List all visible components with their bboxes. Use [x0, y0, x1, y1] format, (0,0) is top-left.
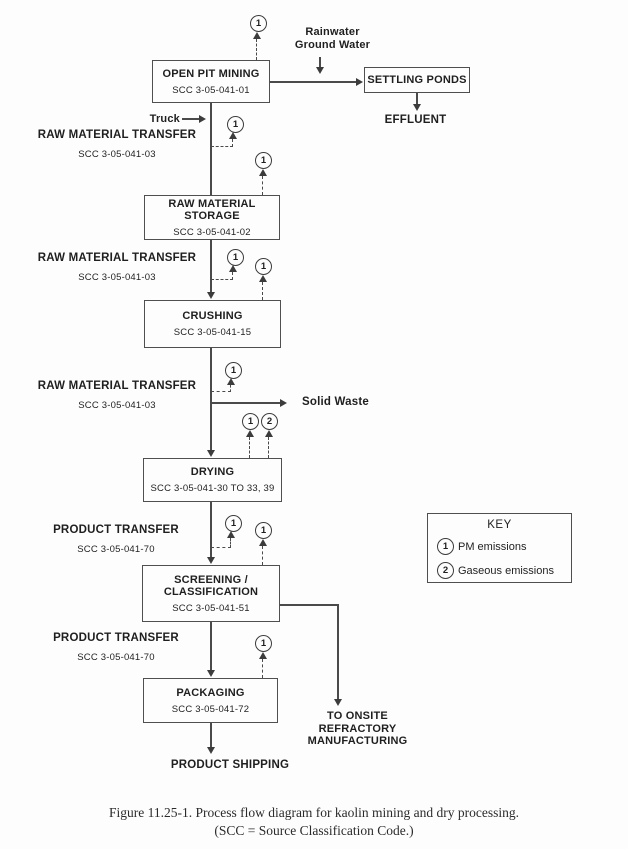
truck-label: Truck — [149, 113, 180, 125]
arrowhead-up-icon — [265, 430, 273, 437]
box-title: CRUSHING — [182, 310, 243, 322]
pm-emission-marker: 1 — [225, 515, 242, 532]
figure-caption-line1: Figure 11.25-1. Process flow diagram for kaolin mining and dry processing. — [108, 805, 520, 820]
emission-dashed-line — [262, 546, 263, 565]
emission-dashed-line — [211, 146, 233, 147]
solid-waste-label: Solid Waste — [302, 396, 369, 408]
flow-line — [210, 502, 212, 558]
box-title: RAW MATERIAL STORAGE — [168, 197, 256, 222]
box-packaging — [143, 678, 278, 723]
key-item-pm: 1 PM emissions — [437, 538, 571, 555]
arrowhead-down-icon — [207, 557, 215, 564]
arrowhead-down-icon — [316, 67, 324, 74]
label-product-transfer-1: PRODUCT TRANSFER SCC 3-05-041-70 — [53, 524, 179, 555]
box-title: SCREENING / — [174, 573, 248, 586]
box-open-pit-mining — [152, 60, 270, 103]
pm-emission-marker: 1 — [227, 249, 244, 266]
box-scc-code: SCC 3-05-041-15 — [173, 327, 252, 338]
arrowhead-up-icon — [259, 275, 267, 282]
arrowhead-right-icon — [199, 115, 206, 123]
key-legend — [427, 513, 572, 583]
arrowhead-up-icon — [227, 378, 235, 385]
box-raw-material-storage — [144, 195, 280, 240]
arrowhead-down-icon — [207, 292, 215, 299]
arrowhead-down-icon — [207, 670, 215, 677]
box-drying — [143, 458, 282, 502]
arrowhead-right-icon — [280, 399, 287, 407]
arrowhead-down-icon — [413, 104, 421, 111]
box-screening-classification — [142, 565, 280, 622]
flow-line — [210, 103, 212, 195]
box-title: PACKAGING — [176, 686, 245, 699]
arrowhead-up-icon — [246, 430, 254, 437]
key-item-gaseous: 2 Gaseous emissions — [437, 562, 571, 579]
flow-line — [337, 604, 339, 700]
figure-caption-line2: (SCC = Source Classification Code.) — [214, 823, 414, 838]
pm-emission-marker: 1 — [255, 635, 272, 652]
pm-emission-marker: 1 — [227, 116, 244, 133]
box-scc-code: SCC 3-05-041-02 — [173, 226, 251, 238]
emission-dashed-line — [262, 282, 263, 300]
gaseous-emission-marker: 2 — [261, 413, 278, 430]
flow-line — [280, 604, 338, 606]
pm-emission-marker: 1 — [255, 152, 272, 169]
box-title: DRYING — [190, 466, 235, 478]
box-title: OPEN PIT MINING — [162, 67, 260, 80]
flow-line — [210, 622, 212, 671]
arrowhead-right-icon — [356, 78, 363, 86]
emission-dashed-line — [211, 279, 233, 280]
pm-emission-marker: 1 — [255, 522, 272, 539]
emission-dashed-line — [262, 659, 263, 678]
flow-line — [270, 81, 356, 83]
emission-dashed-line — [249, 437, 250, 458]
flow-line — [211, 402, 281, 404]
label-raw-material-transfer-2: RAW MATERIAL TRANSFER SCC 3-05-041-03 — [37, 252, 197, 283]
emission-dashed-line — [268, 437, 269, 458]
emission-dashed-line — [256, 39, 257, 60]
box-scc-code: SCC 3-05-041-51 — [172, 602, 250, 614]
label-raw-material-transfer-3: RAW MATERIAL TRANSFER SCC 3-05-041-03 — [37, 380, 197, 411]
emission-dashed-line — [230, 385, 231, 392]
emission-dashed-line — [262, 176, 263, 195]
arrowhead-down-icon — [207, 450, 215, 457]
box-settling-ponds — [364, 67, 470, 93]
key-title: KEY — [487, 519, 512, 531]
arrowhead-down-icon — [334, 699, 342, 706]
arrowhead-up-icon — [229, 132, 237, 139]
emission-dashed-line — [232, 272, 233, 280]
flow-line — [210, 723, 212, 748]
label-product-transfer-2: PRODUCT TRANSFER SCC 3-05-041-70 — [53, 632, 179, 663]
arrowhead-up-icon — [229, 265, 237, 272]
flow-line — [182, 118, 200, 120]
emission-dashed-line — [211, 391, 231, 392]
arrowhead-down-icon — [207, 747, 215, 754]
label-raw-material-transfer-1: RAW MATERIAL TRANSFER SCC 3-05-041-03 — [37, 129, 197, 160]
pm-emission-marker: 1 — [225, 362, 242, 379]
figure-caption — [0, 804, 628, 840]
arrowhead-up-icon — [259, 539, 267, 546]
box-title: SETTLING PONDS — [367, 74, 467, 86]
rainwater-label: Rainwater Ground Water — [294, 26, 371, 51]
gaseous-emission-marker: 2 — [437, 562, 454, 579]
box-crushing — [144, 300, 281, 348]
emission-dashed-line — [230, 538, 231, 548]
pm-emission-marker: 1 — [437, 538, 454, 555]
refractory-label: TO ONSITE REFRACTORY MANUFACTURING — [307, 710, 408, 747]
pm-emission-marker: 1 — [250, 15, 267, 32]
emission-dashed-line — [211, 547, 231, 548]
emission-dashed-line — [232, 139, 233, 147]
product-shipping-label: PRODUCT SHIPPING — [170, 759, 290, 771]
box-scc-code: SCC 3-05-041-72 — [171, 703, 250, 715]
flow-line — [210, 240, 212, 293]
flow-line — [210, 348, 212, 451]
box-scc-code: SCC 3-05-041-30 TO 33, 39 — [150, 483, 275, 494]
arrowhead-up-icon — [259, 169, 267, 176]
arrowhead-up-icon — [253, 32, 261, 39]
box-title: CLASSIFICATION — [163, 585, 259, 598]
pm-emission-marker: 1 — [242, 413, 259, 430]
box-scc-code: SCC 3-05-041-01 — [172, 84, 250, 96]
pm-emission-marker: 1 — [255, 258, 272, 275]
arrowhead-up-icon — [259, 652, 267, 659]
effluent-label: EFFLUENT — [384, 114, 447, 126]
arrowhead-up-icon — [227, 531, 235, 538]
